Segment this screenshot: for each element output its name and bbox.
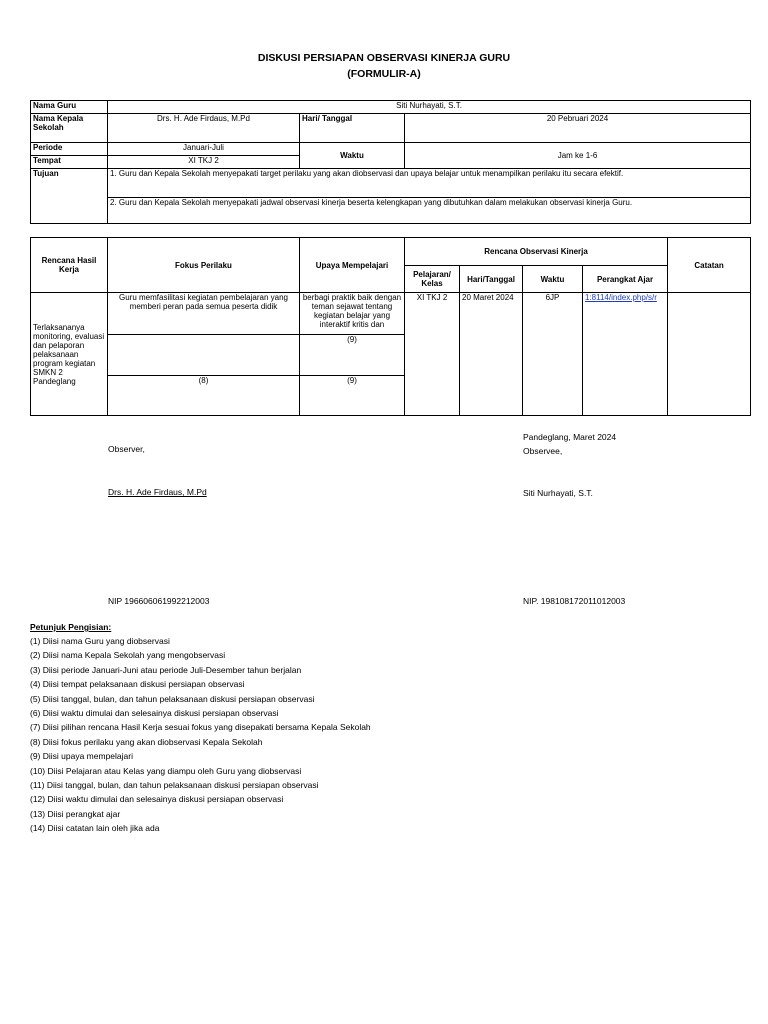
waktu-value: Jam ke 1-6 <box>405 143 751 169</box>
tempat-value: XI TKJ 2 <box>108 156 300 169</box>
instruction-item: (5) Diisi tanggal, bulan, dan tahun pelaksanaan diskusi persiapan observasi <box>30 693 315 704</box>
kepala-label: Nama Kepala Sekolah <box>31 114 108 143</box>
instructions-title: Petunjuk Pengisian: <box>30 622 112 632</box>
instructions-list <box>30 634 371 836</box>
header-pelajaran: Pelajaran/ Kelas <box>405 266 460 293</box>
header-upaya: Upaya Mempelajari <box>300 238 405 293</box>
plan-table <box>30 237 751 416</box>
header-perangkat: Perangkat Ajar <box>583 266 668 293</box>
upaya-row-1: berbagi praktik baik dengan teman sejawat tentang kegiatan belajar yang interaktif kritis dan <box>300 293 405 335</box>
observer-name: Drs. H. Ade Firdaus, M.Pd <box>108 487 207 497</box>
instruction-item: (1) Diisi nama Guru yang diobservasi <box>30 636 170 646</box>
observer-label: Observer, <box>108 444 145 454</box>
upaya-row-2: (9) <box>300 335 405 376</box>
tujuan-item-2: 2. Guru dan Kepala Sekolah menyepakati jadwal observasi kinerja beserta kelengkapan yang dibutuhkan dalam melakukan observasi kinerja Guru. <box>108 198 751 224</box>
info-table <box>30 100 751 224</box>
fokus-row-3: (8) <box>108 376 300 416</box>
instruction-item: (4) Diisi tempat pelaksanaan diskusi persiapan observasi <box>30 679 245 690</box>
kepala-value: Drs. H. Ade Firdaus, M.Pd <box>108 114 300 143</box>
waktu-value-plan: 6JP <box>523 293 583 416</box>
instruction-item: (11) Diisi tanggal, bulan, dan tahun pelaksanaan diskusi persiapan observasi <box>30 780 319 791</box>
instruction-item: (8) Diisi fokus perilaku yang akan diobservasi Kepala Sekolah <box>30 736 263 747</box>
instruction-item: (12) Diisi waktu dimulai dan selesainya diskusi persiapan observasi <box>30 794 284 805</box>
instruction-item: (13) Diisi perangkat ajar <box>30 808 121 819</box>
instruction-item: (6) Diisi waktu dimulai dan selesainya diskusi persiapan observasi <box>30 708 279 719</box>
fokus-row-2 <box>108 335 300 376</box>
header-fokus: Fokus Perilaku <box>108 238 300 293</box>
instruction-item: (9) Diisi upaya mempelajari <box>30 751 133 762</box>
perangkat-cell <box>583 293 668 416</box>
tujuan-label: Tujuan <box>31 169 108 224</box>
observee-label: Observee, <box>523 446 563 456</box>
document-title: DISKUSI PERSIAPAN OBSERVASI KINERJA GURU <box>257 52 511 64</box>
periode-label: Periode <box>31 143 108 156</box>
observee-nip: NIP. 198108172011012003 <box>523 596 626 606</box>
instruction-item: (14) Diisi catatan lain oleh jika ada <box>30 823 160 834</box>
header-rencana-observasi: Rencana Observasi Kinerja <box>405 238 668 266</box>
tempat-label: Tempat <box>31 156 108 169</box>
fokus-row-1: Guru memfasilitasi kegiatan pembelajaran yang memberi peran pada semua peserta didik <box>108 293 300 335</box>
document-subtitle: (FORMULIR-A) <box>347 68 421 80</box>
header-waktu: Waktu <box>523 266 583 293</box>
instruction-item: (3) Diisi periode Januari-Juni atau periode Juli-Desember tahun berjalan <box>30 664 302 675</box>
hari-value: 20 Pebruari 2024 <box>405 114 751 143</box>
hari-label: Hari/ Tanggal <box>300 114 405 143</box>
catatan-value <box>668 293 751 416</box>
header-catatan: Catatan <box>668 238 751 293</box>
rencana-hasil-value: Terlaksananya monitoring, evaluasi dan pelaporan pelaksanaan program kegiatan SMKN 2 Pandeglang <box>31 293 108 416</box>
observer-nip: NIP 196606061992212003 <box>108 596 210 606</box>
pelajaran-value: XI TKJ 2 <box>405 293 460 416</box>
header-hari-tanggal: Hari/Tanggal <box>460 266 523 293</box>
waktu-label: Waktu <box>300 143 405 169</box>
upaya-row-3: (9) <box>300 376 405 416</box>
header-rencana-hasil: Rencana Hasil Kerja <box>31 238 108 293</box>
tujuan-item-1: 1. Guru dan Kepala Sekolah menyepakati target perilaku yang akan diobservasi dan upaya belajar untuk menampilkan perilaku itu secara efektif. <box>108 169 751 198</box>
place-date: Pandeglang, Maret 2024 <box>523 432 617 442</box>
periode-value: Januari-Juli <box>108 143 300 156</box>
observee-name: Siti Nurhayati, S.T. <box>523 488 593 498</box>
instruction-item: (10) Diisi Pelajaran atau Kelas yang diampu oleh Guru yang diobservasi <box>30 765 302 776</box>
hari-tanggal-value: 20 Maret 2024 <box>460 293 523 416</box>
perangkat-link[interactable]: 1:8114/index.php/s/r <box>585 293 657 302</box>
nama-guru-label: Nama Guru <box>31 101 108 114</box>
instruction-item: (7) Diisi pilihan rencana Hasil Kerja sesuai fokus yang disepakati bersama Kepala Sekolah <box>30 722 371 733</box>
nama-guru-value: Siti Nurhayati, S.T. <box>108 101 751 114</box>
instruction-item: (2) Diisi nama Kepala Sekolah yang mengobservasi <box>30 650 226 661</box>
